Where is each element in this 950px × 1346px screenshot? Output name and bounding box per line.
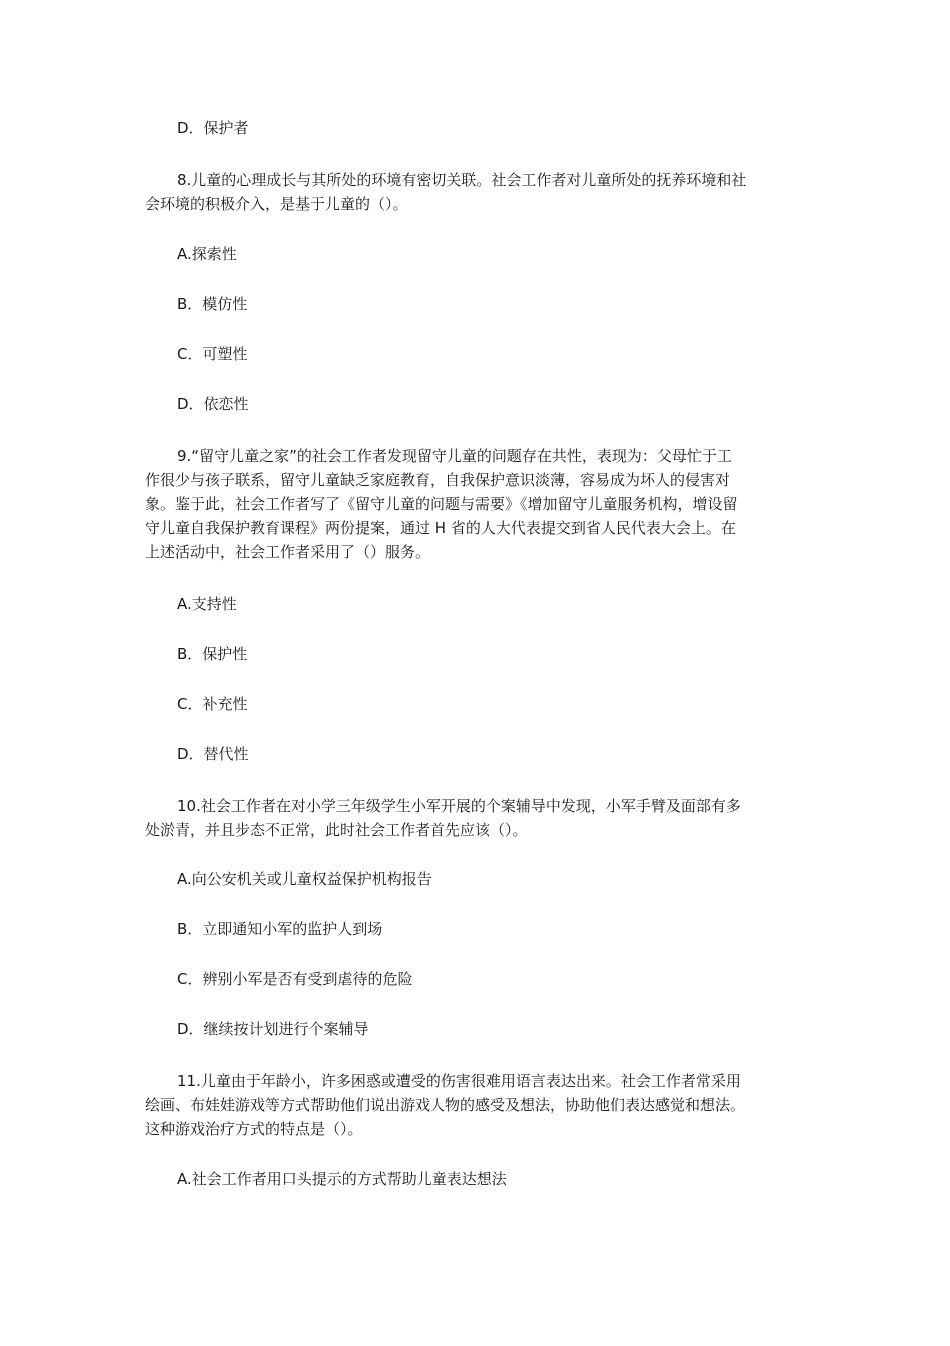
question-8-option-c: C．可塑性	[177, 345, 248, 363]
question-10-line-2: 处淤青，并且步态不正常，此时社会工作者首先应该（）。	[145, 821, 528, 839]
question-9-line-2: 作很少与孩子联系，留守儿童缺乏家庭教育，自我保护意识淡薄，容易成为坏人的侵害对	[145, 471, 731, 489]
question-11-line-2: 绘画、布娃娃游戏等方式帮助他们说出游戏人物的感受及想法，协助他们表达感觉和想法。	[145, 1096, 746, 1114]
question-11-line-1: 11.儿童由于年龄小，许多困惑或遭受的伤害很难用语言表达出来。社会工作者常采用	[177, 1072, 741, 1090]
question-9-option-c: C．补充性	[177, 695, 248, 713]
question-8-option-b: B．模仿性	[177, 295, 248, 313]
question-9-option-b: B．保护性	[177, 645, 248, 663]
question-10-line-1: 10.社会工作者在对小学三年级学生小军开展的个案辅导中发现，小军手臂及面部有多	[177, 797, 741, 815]
question-8-option-a: A.探索性	[177, 245, 237, 263]
prev-option-d: D．保护者	[177, 119, 249, 137]
question-9-line-3: 象。鉴于此，社会工作者写了《留守儿童的问题与需要》《增加留守儿童服务机构，增设留	[145, 495, 738, 513]
question-9-option-a: A.支持性	[177, 595, 237, 613]
question-11-option-a: A.社会工作者用口头提示的方式帮助儿童表达想法	[177, 1170, 507, 1188]
question-10-option-c: C．辨别小军是否有受到虐待的危险	[177, 970, 413, 988]
question-10-option-b: B．立即通知小军的监护人到场	[177, 920, 383, 938]
question-9-line-5: 上述活动中，社会工作者采用了（）服务。	[145, 543, 431, 561]
question-9-line-4: 守儿童自我保护教育课程》两份提案，通过 H 省的人大代表提交到省人民代表大会上。在	[145, 519, 736, 537]
question-9-line-1: 9.“留守儿童之家”的社会工作者发现留守儿童的问题存在共性，表现为：父母忙于工	[177, 447, 732, 465]
question-8-option-d: D．依恋性	[177, 395, 249, 413]
question-9-option-d: D．替代性	[177, 745, 249, 763]
question-10-option-a: A.向公安机关或儿童权益保护机构报告	[177, 870, 432, 888]
question-8-line-2: 会环境的积极介入，是基于儿童的（）。	[145, 195, 408, 213]
question-11-line-3: 这种游戏治疗方式的特点是（）。	[145, 1120, 363, 1138]
question-10-option-d: D．继续按计划进行个案辅导	[177, 1020, 369, 1038]
question-8-line-1: 8.儿童的心理成长与其所处的环境有密切关联。社会工作者对儿童所处的抚养环境和社	[177, 171, 747, 189]
